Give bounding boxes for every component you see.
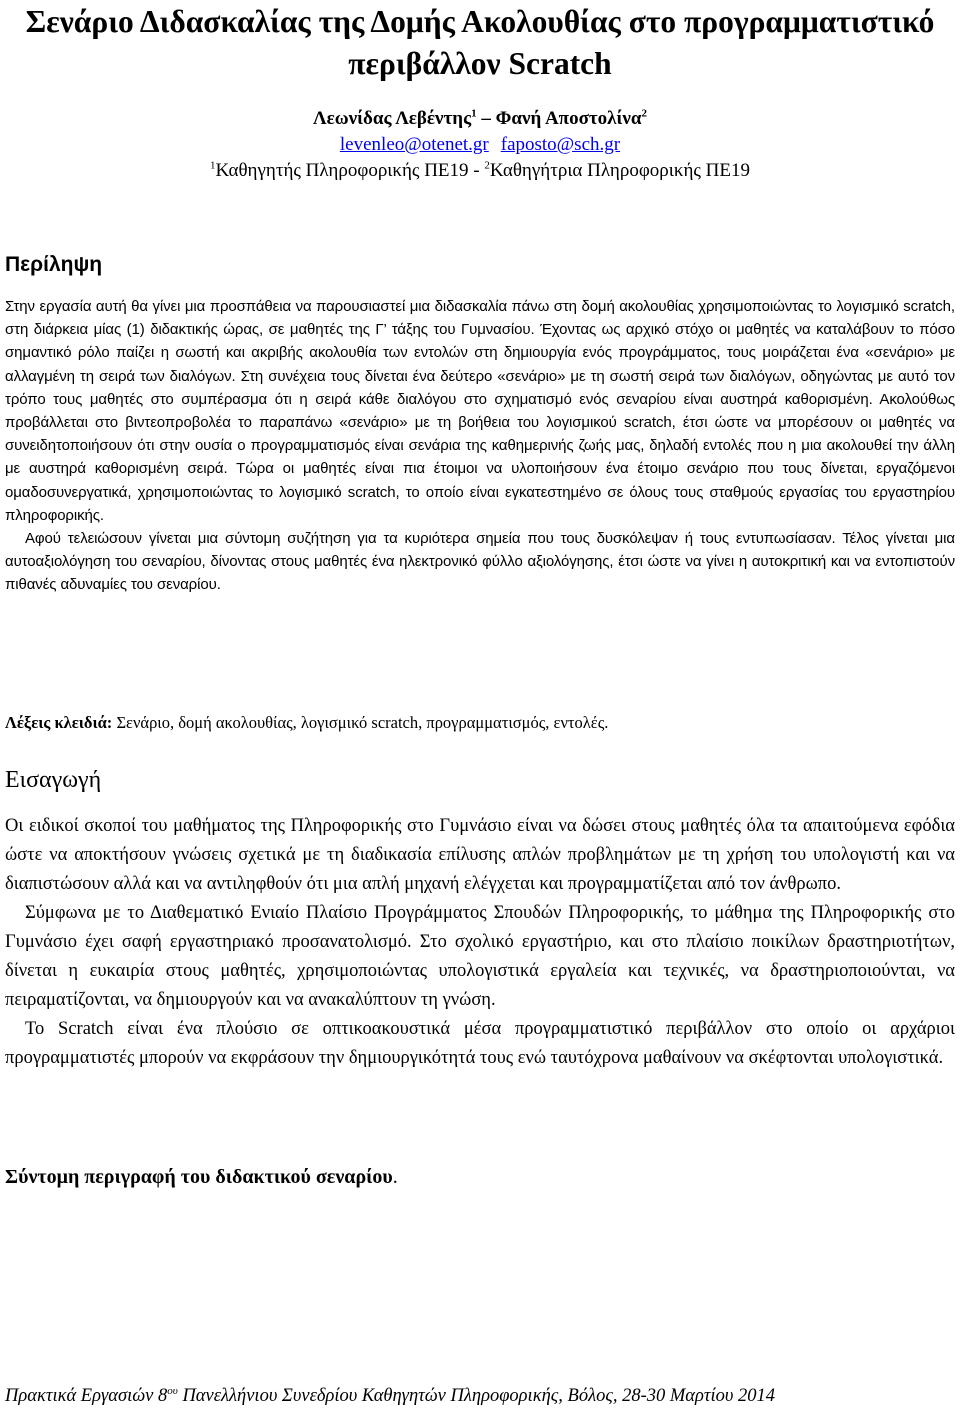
author-dash: –	[481, 108, 491, 129]
abstract-heading: Περίληψη	[5, 253, 103, 276]
intro-heading: Εισαγωγή	[5, 767, 102, 793]
intro-paragraph: Σύμφωνα με το Διαθεματικό Ενιαίο Πλαίσιο Προγράμματος Σπουδών Πληροφορικής, το μάθημα της Πληροφορικής στο Γυμνάσιο έχει σαφή εργαστηριακό προσανατολισμό. Στο σχολικό εργαστήριο, και στο πλαίσιο ποικίλων δραστηριοτήτων, δίνεται η ευκαιρία στους μαθητές, χρησιμοποιώντας υπολογιστικά εργαλεία και τεχνικές, να δραστηριοποιούνται, να πειραματίζονται, να δημιουργούν και να ανακαλύπτουν τη γνώση.	[5, 903, 955, 1010]
page-footer: Πρακτικά Εργασιών $8^{o\upsilon}$ Πανελλήνιου Συνεδρίου Καθηγητών Πληροφορικής, Βόλος, 28-30 Μαρτίου 2014	[5, 1384, 775, 1406]
intro-paragraph: Οι ειδικοί σκοποί του μαθήματος της Πληροφορικής στο Γυμνάσιο είναι να δώσει στους μαθητές όλα τα απαιτούμενα εφόδια ώστε να αποκτήσουν γνώσεις σχετικά με τη διαδικασία επίλυσης απλών προβλημάτων με τη χρήση του υπολογιστή και να διαπιστώσουν αλλά και να αντιληφθούν ότι μια απλή μηχανή ελέγχεται και προγραμματίζεται από τον άνθρωπο.	[5, 816, 955, 894]
summary-heading: Σύντομη περιγραφή του διδακτικού σεναρίου.	[5, 1166, 398, 1188]
abstract-paragraph: Στην εργασία αυτή θα γίνει μια προσπάθεια να παρουσιαστεί μια διδασκαλία πάνω στη δομή ακολουθίας χρησιμοποιώντας το λογισμικό scratch, στη διάρκεια μίας (1) διδακτικής ώρας, σε μαθητές της Γ’ τάξης του Γυμνασίου. Έχοντας ως αρχικό στόχο οι μαθητές να καταλάβουν το πόσο σημαντικό ρόλο παίζει η σωστή και ακριβής ακολουθία των εντολών στη δημιουργία ενός προγράμματος, τους μοιράζεται ένα «σενάριο» με αλλαγμένη τη σειρά των διαλόγων. Στη συνέχεια τους δίνεται ένα δεύτερο «σενάριο» με τη σωστή σειρά των διαλόγων, οδηγώντας με αυτό τον τρόπο τους μαθητές στο συμπέρασμα ότι η σειρά κάθε διαλόγου στο σχηματισμό ενός σεναρίου είναι αυστηρά καθορισμένη. Ακολούθως προβάλλεται στο βιντεοπροβολέα το παραπάνω «σενάριο» με τη βοήθεια του λογισμικού scratch, έτσι ώστε να μπορέσουν οι μαθητές να συνειδητοποιήσουν ότι στην ουσία ο προγραμματισμός είναι σενάρια της καθημερινής ζωής μας, δηλαδή εντολές που η μια ακολουθεί την άλλη με αυστηρά καθορισμένη σειρά. Τώρα οι μαθητές είναι πια έτοιμοι να υλοποιήσουν ένα έτοιμο σενάριο που τους δίνεται, εργαζόμενοι ομαδοσυνεργατικά, χρησιμοποιώντας το λογισμικό scratch, το οποίο είναι εγκατεστημένο σε όλους τους σταθμούς εργασίας του εργαστηρίου πληροφορικής.	[5, 298, 955, 524]
author-emails	[5, 132, 955, 158]
abstract-paragraph: Αφού τελειώσουν γίνεται μια σύντομη συζήτηση για τα κυριότερα σημεία που τους δυσκόλεψαν ή τους εντυπωσίασαν. Τέλος γίνεται μια αυτοαξιολόγηση του σεναρίου, δίνοντας στους μαθητές ένα ηλεκτρονικό φύλλο αξιολόγησης, έτσι ώστε να γίνει η αυτοκριτική και να εντοπιστούν πιθανές αδυναμίες του σεναρίου.	[5, 530, 955, 594]
author-names: Λεωνίδας Λεβέντης$^1$ – Φανή Αποστολίνα$^2$	[313, 107, 647, 129]
intro-body	[5, 812, 955, 1073]
keywords-text: Σενάριο, δομή ακολουθίας, λογισμικό scratch, προγραμματισμός, εντολές.	[116, 713, 609, 732]
affiliation-2: Καθηγήτρια Πληροφορικής ΠΕ19	[489, 160, 750, 181]
paper-title: Σενάριο Διδασκαλίας της Δομής Ακολουθίας στο προγραμματιστικό περιβάλλον Scratch	[25, 4, 935, 81]
intro-paragraph: Το Scratch είναι ένα πλούσιο σε οπτικοακουστικά μέσα προγραμματιστικό περιβάλλον στο οποίο οι αρχάριοι προγραμματιστές μπορούν να εκφράσουν την δημιουργικότητά τους ενώ ταυτόχρονα μαθαίνουν να σκέφτονται υπολογιστικά.	[5, 1019, 955, 1068]
affiliation-1: Καθηγητής Πληροφορικής ΠΕ19 -	[215, 160, 480, 181]
keywords-line	[5, 711, 955, 735]
keywords-label: Λέξεις κλειδιά:	[5, 713, 113, 732]
email-link-1[interactable]: levenleo@otenet.gr	[339, 134, 489, 155]
author-1: Λεωνίδας Λεβέντης	[313, 108, 472, 129]
author-affiliations: $^1$Καθηγητής Πληροφορικής ΠΕ19 - $^2$Καθηγήτρια Πληροφορικής ΠΕ19	[209, 159, 750, 181]
author-2: Φανή Αποστολίνα	[495, 108, 642, 129]
email-link-2[interactable]: faposto@sch.gr	[500, 134, 621, 155]
authors-block	[5, 106, 955, 184]
abstract-body	[5, 295, 955, 597]
